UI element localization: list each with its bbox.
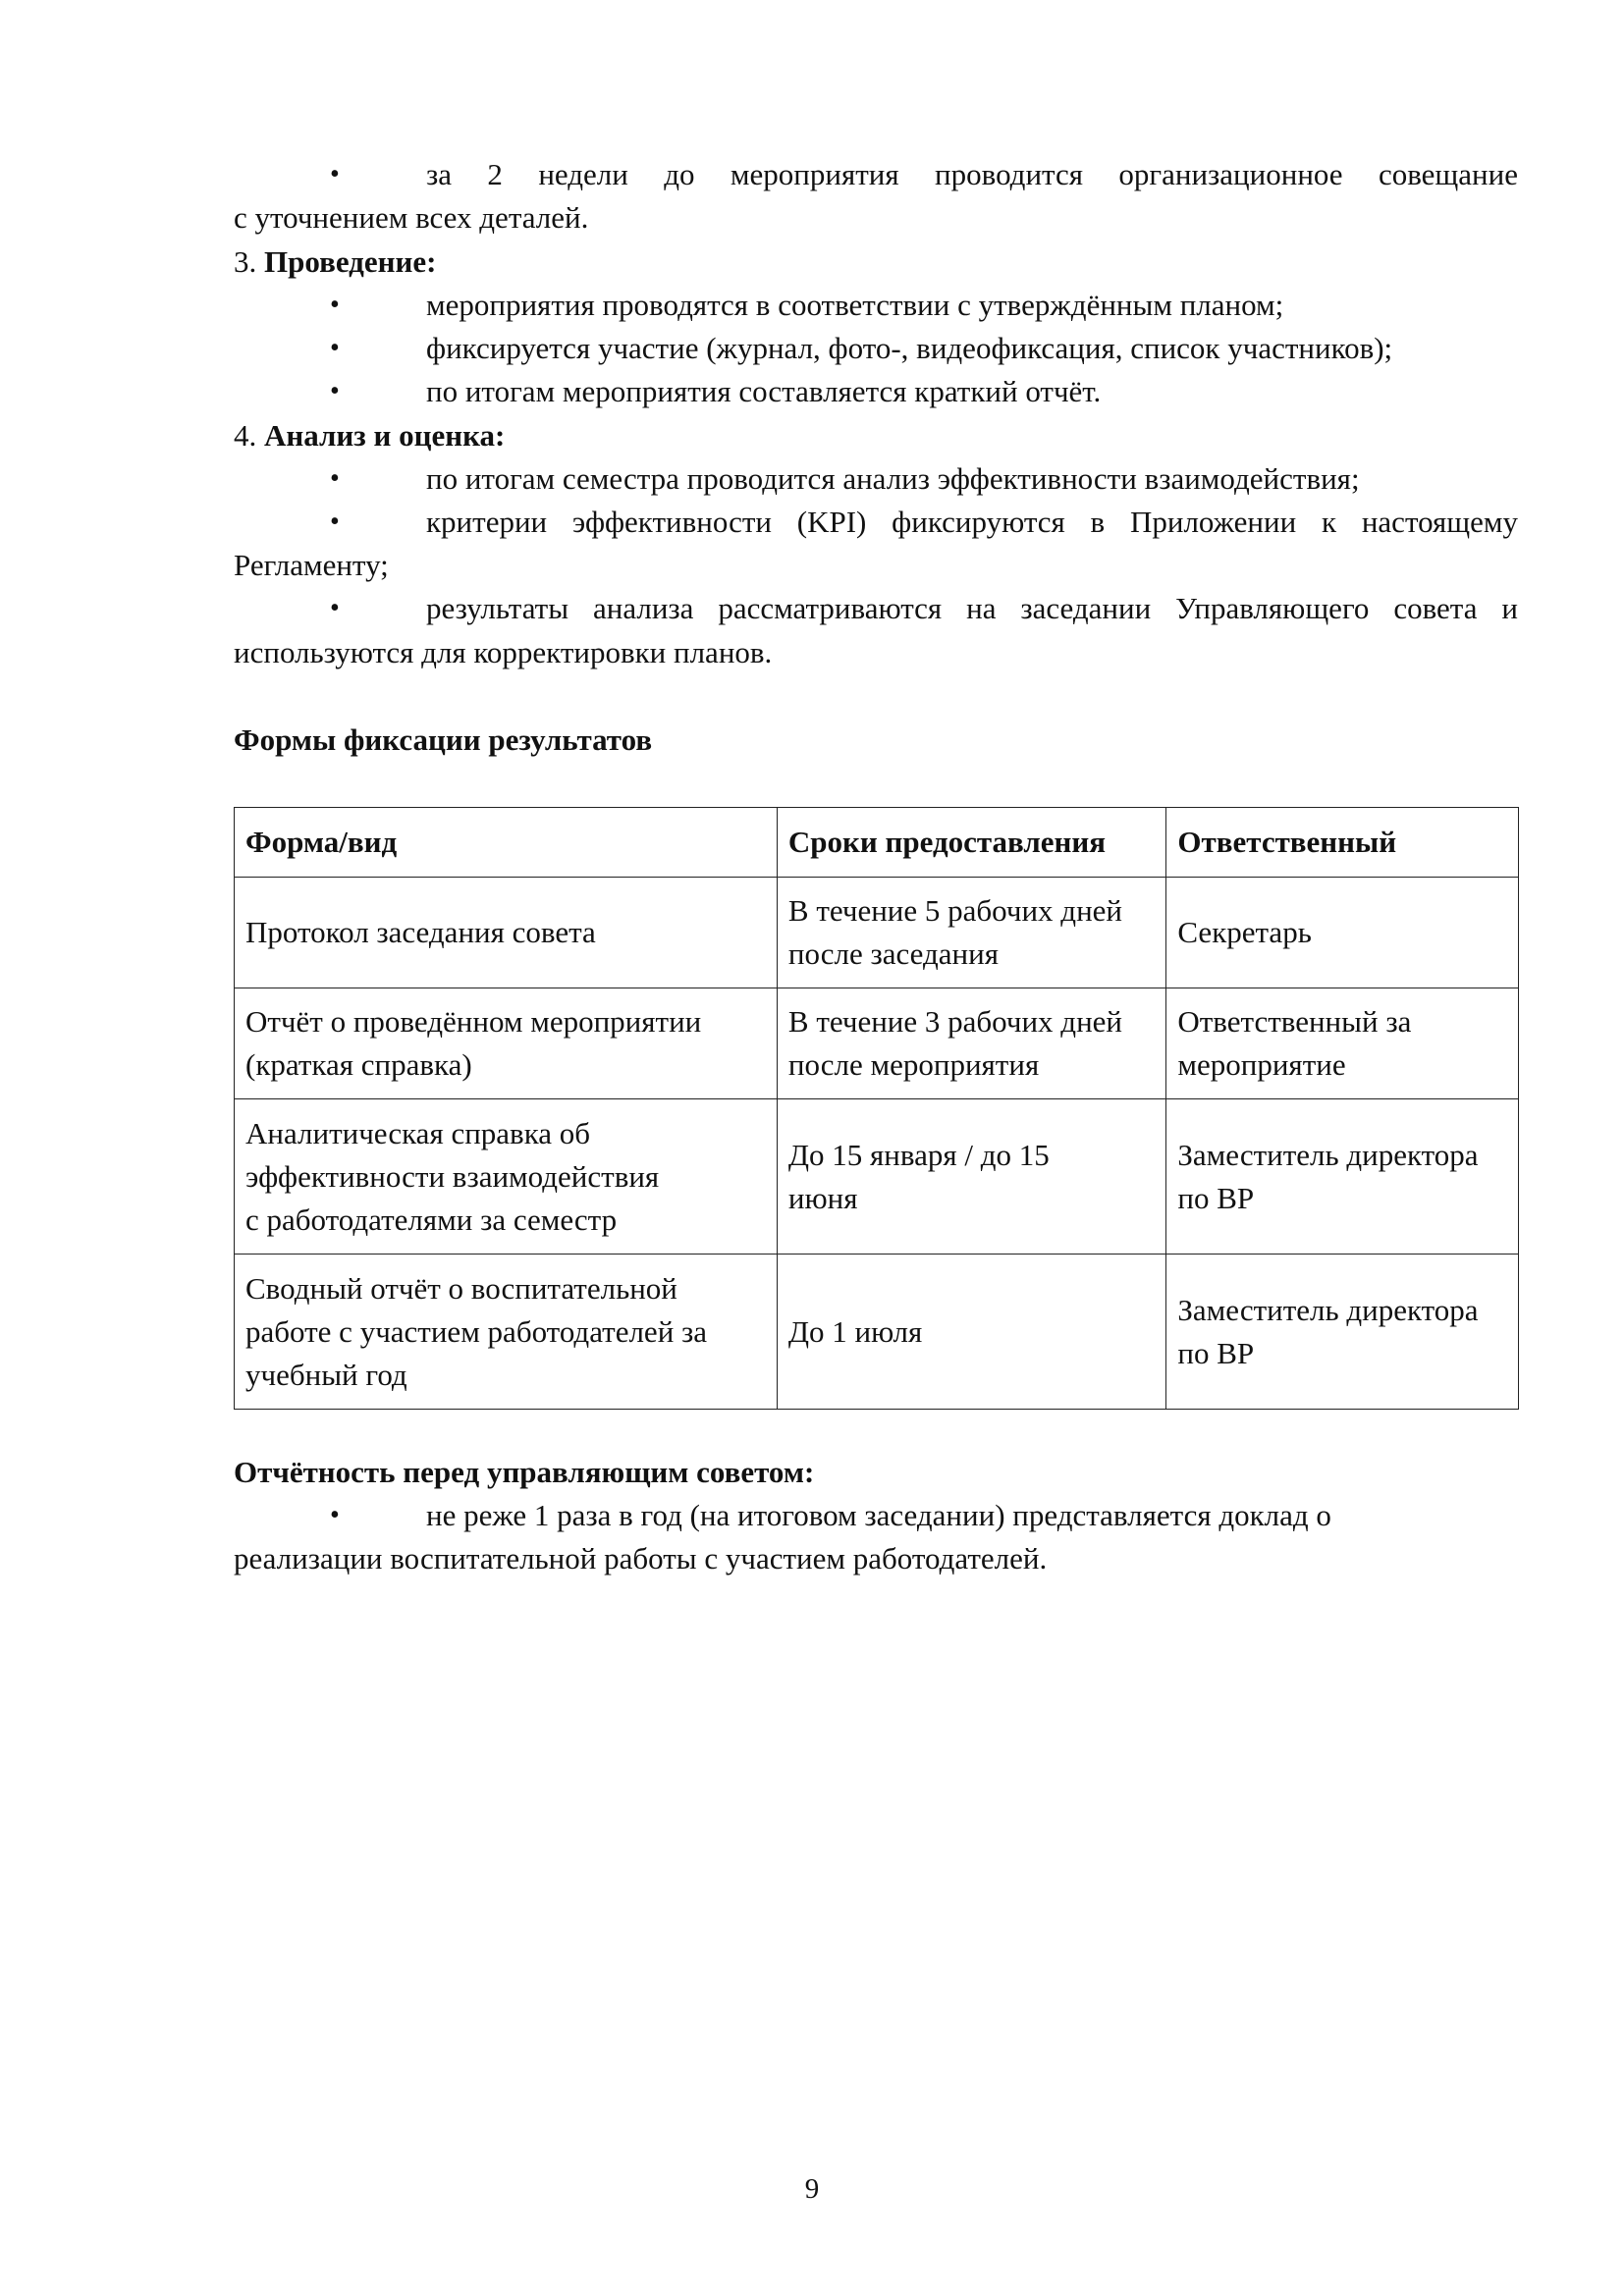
bullet-icon: • [330, 1500, 340, 1530]
header-form: Форма/вид [235, 808, 778, 878]
cell-line: Заместитель директора [1177, 1292, 1479, 1327]
bullet-continuation: с уточнением всех деталей. [234, 200, 589, 235]
table-row [235, 1255, 1519, 1410]
cell-line: (краткая справка) [245, 1047, 472, 1082]
bullet-icon: • [330, 159, 340, 189]
cell-line: До 1 июля [787, 1313, 923, 1349]
cell-line: июня [787, 1180, 858, 1215]
bullet-icon: • [330, 507, 340, 537]
bullet-icon: • [330, 593, 340, 623]
cell-responsible [1166, 878, 1519, 988]
cell-line: мероприятие [1177, 1047, 1346, 1082]
cell-line: работе с участием работодателей за [245, 1313, 708, 1349]
cell-deadline [777, 1099, 1165, 1255]
cell-line: с работодателями за семестр [245, 1201, 618, 1237]
bullet-icon: • [330, 463, 340, 494]
page-number: 9 [804, 2173, 820, 2205]
cell-form [235, 878, 778, 988]
header-deadline: Сроки предоставления [777, 808, 1165, 878]
cell-line: Аналитическая справка об [245, 1115, 591, 1150]
cell-responsible [1166, 1255, 1519, 1410]
cell-line: учебный год [245, 1357, 407, 1392]
cell-deadline [777, 1255, 1165, 1410]
cell-line: после заседания [787, 936, 999, 971]
cell-line: Отчёт о проведённом мероприятии [245, 1004, 702, 1039]
section-title: Анализ и оценка: [264, 418, 506, 453]
table-row [235, 878, 1519, 988]
bullet-continuation: Регламенту; [234, 548, 389, 582]
cell-line: В течение 5 рабочих дней [787, 893, 1123, 928]
section-number: 4. [234, 418, 257, 453]
cell-responsible [1166, 1099, 1519, 1255]
cell-line: Ответственный за [1177, 1004, 1412, 1039]
cell-line: по ВР [1177, 1335, 1255, 1370]
section-heading [234, 414, 1518, 457]
table-row [235, 1099, 1519, 1255]
results-table [234, 807, 1519, 1410]
section-heading [234, 240, 1518, 284]
cell-line: Секретарь [1177, 915, 1312, 949]
bullet-icon: • [330, 333, 340, 363]
cell-line: В течение 3 рабочих дней [787, 1004, 1123, 1039]
forms-section-title: Формы фиксации результатов [234, 722, 653, 757]
bullet-text: фиксируется участие (журнал, фото-, видеофиксация, список участников); [426, 331, 1393, 365]
cell-line: эффективности взаимодействия [245, 1158, 660, 1194]
cell-line: по ВР [1177, 1180, 1255, 1215]
bullet-text: не реже 1 раза в год (на итоговом заседании) представляется доклад о [426, 1498, 1331, 1532]
cell-form [235, 1255, 778, 1410]
cell-line: Сводный отчёт о воспитательной [245, 1270, 677, 1306]
cell-form [235, 1099, 778, 1255]
table-header-row [235, 808, 1519, 878]
cell-deadline [777, 988, 1165, 1099]
bullet-text: результаты анализа рассматриваются на заседании Управляющего совета и [426, 591, 1518, 625]
table-row [235, 988, 1519, 1099]
reporting-title: Отчётность перед управляющим советом: [234, 1455, 815, 1489]
cell-deadline [777, 878, 1165, 988]
bullet-text: по итогам семестра проводится анализ эффективности взаимодействия; [426, 461, 1360, 496]
header-responsible: Ответственный [1166, 808, 1519, 878]
cell-line: Протокол заседания совета [245, 915, 596, 949]
cell-form [235, 988, 778, 1099]
section-number: 3. [234, 244, 257, 279]
bullet-text: за 2 недели до мероприятия проводится организационное совещание [426, 157, 1518, 191]
bullet-text: по итогам мероприятия составляется краткий отчёт. [426, 374, 1102, 408]
cell-line: До 15 января / до 15 [787, 1137, 1050, 1172]
cell-line: Заместитель директора [1177, 1137, 1479, 1172]
bullet-text: мероприятия проводятся в соответствии с утверждённым планом; [426, 288, 1284, 322]
bullet-text: критерии эффективности (KPI) фиксируются в Приложении к настоящему [426, 505, 1518, 539]
bullet-continuation: реализации воспитательной работы с участием работодателей. [234, 1541, 1048, 1575]
cell-line: после мероприятия [787, 1047, 1040, 1082]
section-title: Проведение: [264, 244, 437, 279]
bullet-continuation: используются для корректировки планов. [234, 635, 773, 669]
bullet-icon: • [330, 290, 340, 320]
bullet-icon: • [330, 376, 340, 406]
cell-responsible [1166, 988, 1519, 1099]
